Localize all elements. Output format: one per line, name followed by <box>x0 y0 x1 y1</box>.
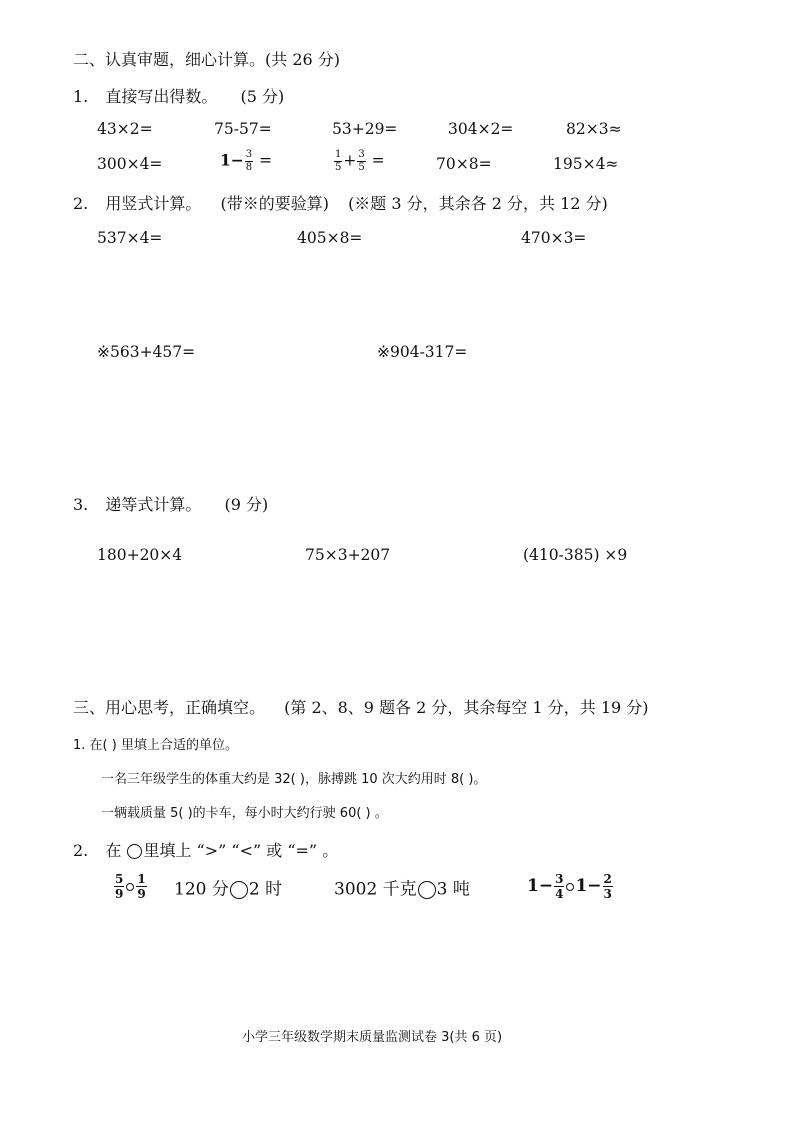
circle-icon <box>230 881 248 899</box>
whole-part: 1− <box>527 876 554 896</box>
q1-score: (5 分) <box>240 87 285 106</box>
frac-num: 1 <box>335 149 342 160</box>
q1-item-1: 43×2= <box>97 120 153 138</box>
q2-item-4: ※563+457= <box>97 343 196 361</box>
q1-item-2: 75-57= <box>214 120 272 138</box>
q1-item-6: 300×4= <box>97 155 163 173</box>
frac-num: 3 <box>358 149 365 160</box>
compare-right: 3 吨 <box>436 879 470 900</box>
s3-q1-title: 1. 在( ) 里填上合适的单位。 <box>73 738 238 753</box>
plus-sign: + <box>343 151 357 170</box>
q1-item-5: 82×3≈ <box>566 120 622 138</box>
frac-den: 4 <box>555 887 564 901</box>
q3-item-3: (410-385) ×9 <box>523 546 628 564</box>
q2-note2: (※题 3 分，其余各 2 分，共 12 分) <box>348 194 608 213</box>
q3-heading <box>73 497 268 513</box>
frac-den: 5 <box>335 162 342 173</box>
frac-num: 1 <box>137 872 146 886</box>
s3-q2-text-a: 在 <box>105 841 122 860</box>
frac-den: 9 <box>137 887 146 901</box>
frac-den: 5 <box>358 162 365 173</box>
compare-4 <box>527 873 614 900</box>
s3-q2-heading <box>73 843 338 859</box>
q2-note1: (带※的要验算) <box>220 194 329 213</box>
q1-item-3: 53+29= <box>332 120 398 138</box>
section3-heading <box>73 700 649 716</box>
q1-item-9: 70×8= <box>436 155 492 173</box>
compare-right: 2 时 <box>248 879 283 900</box>
circle-icon <box>566 883 574 891</box>
q2-title: 用竖式计算。 <box>105 194 202 213</box>
compare-1 <box>113 873 148 900</box>
q1-item-7 <box>220 150 272 173</box>
compare-3 <box>334 881 470 899</box>
frac-num: 2 <box>603 872 612 886</box>
q3-score: (9 分) <box>224 495 269 514</box>
q2-item-1: 537×4= <box>97 229 163 247</box>
frac-num: 5 <box>115 872 124 886</box>
q2-label: 2. <box>73 194 89 213</box>
frac-den: 8 <box>245 162 253 173</box>
frac-num: 3 <box>555 872 564 886</box>
s3-q2-label: 2. <box>73 841 89 860</box>
q2-item-5: ※904-317= <box>377 343 468 361</box>
whole-part: 1− <box>575 876 602 896</box>
equals: = <box>366 151 385 170</box>
page-footer: 小学三年级数学期末质量监测试卷 3(共 6 页) <box>242 1030 503 1045</box>
s3-q1-line2: 一辆载质量 5( )的卡车，每小时大约行驶 60( ) 。 <box>101 806 388 821</box>
q1-item-8 <box>333 150 385 173</box>
compare-left: 120 分 <box>174 879 229 900</box>
s3-q2-text-b: 里填上 “>” “<” 或 “=” 。 <box>143 841 339 860</box>
s3-q1-line1: 一名三年级学生的体重大约是 32( )，脉搏跳 10 次大约用时 8( )。 <box>101 772 487 787</box>
equals: = <box>254 151 273 170</box>
frac-num: 3 <box>245 149 253 160</box>
q1-item-4: 304×2= <box>448 120 514 138</box>
q3-item-2: 75×3+207 <box>305 546 391 564</box>
section2-title: 二、认真审题，细心计算。(共 26 分) <box>73 50 341 69</box>
frac-den: 3 <box>603 887 612 901</box>
circle-icon <box>127 844 142 859</box>
section3-title: 三、用心思考，正确填空。 <box>73 698 266 717</box>
q3-label: 3. <box>73 495 89 514</box>
q1-item-10: 195×4≈ <box>553 155 619 173</box>
q2-heading <box>73 196 608 212</box>
q1-label: 1. <box>73 87 89 106</box>
section3-note: (第 2、8、9 题各 2 分，其余每空 1 分，共 19 分) <box>284 698 649 717</box>
frac-den: 9 <box>115 887 124 901</box>
q2-item-2: 405×8= <box>297 229 363 247</box>
q1-title: 直接写出得数。 <box>105 87 218 106</box>
q2-item-3: 470×3= <box>521 229 587 247</box>
q3-item-1: 180+20×4 <box>97 546 183 564</box>
compare-left: 3002 千克 <box>334 879 417 900</box>
circle-icon <box>126 883 134 891</box>
circle-icon <box>418 881 436 899</box>
whole-part: 1− <box>220 150 244 170</box>
q3-title: 递等式计算。 <box>105 495 202 514</box>
compare-2 <box>174 881 282 899</box>
q1-heading <box>73 89 284 105</box>
